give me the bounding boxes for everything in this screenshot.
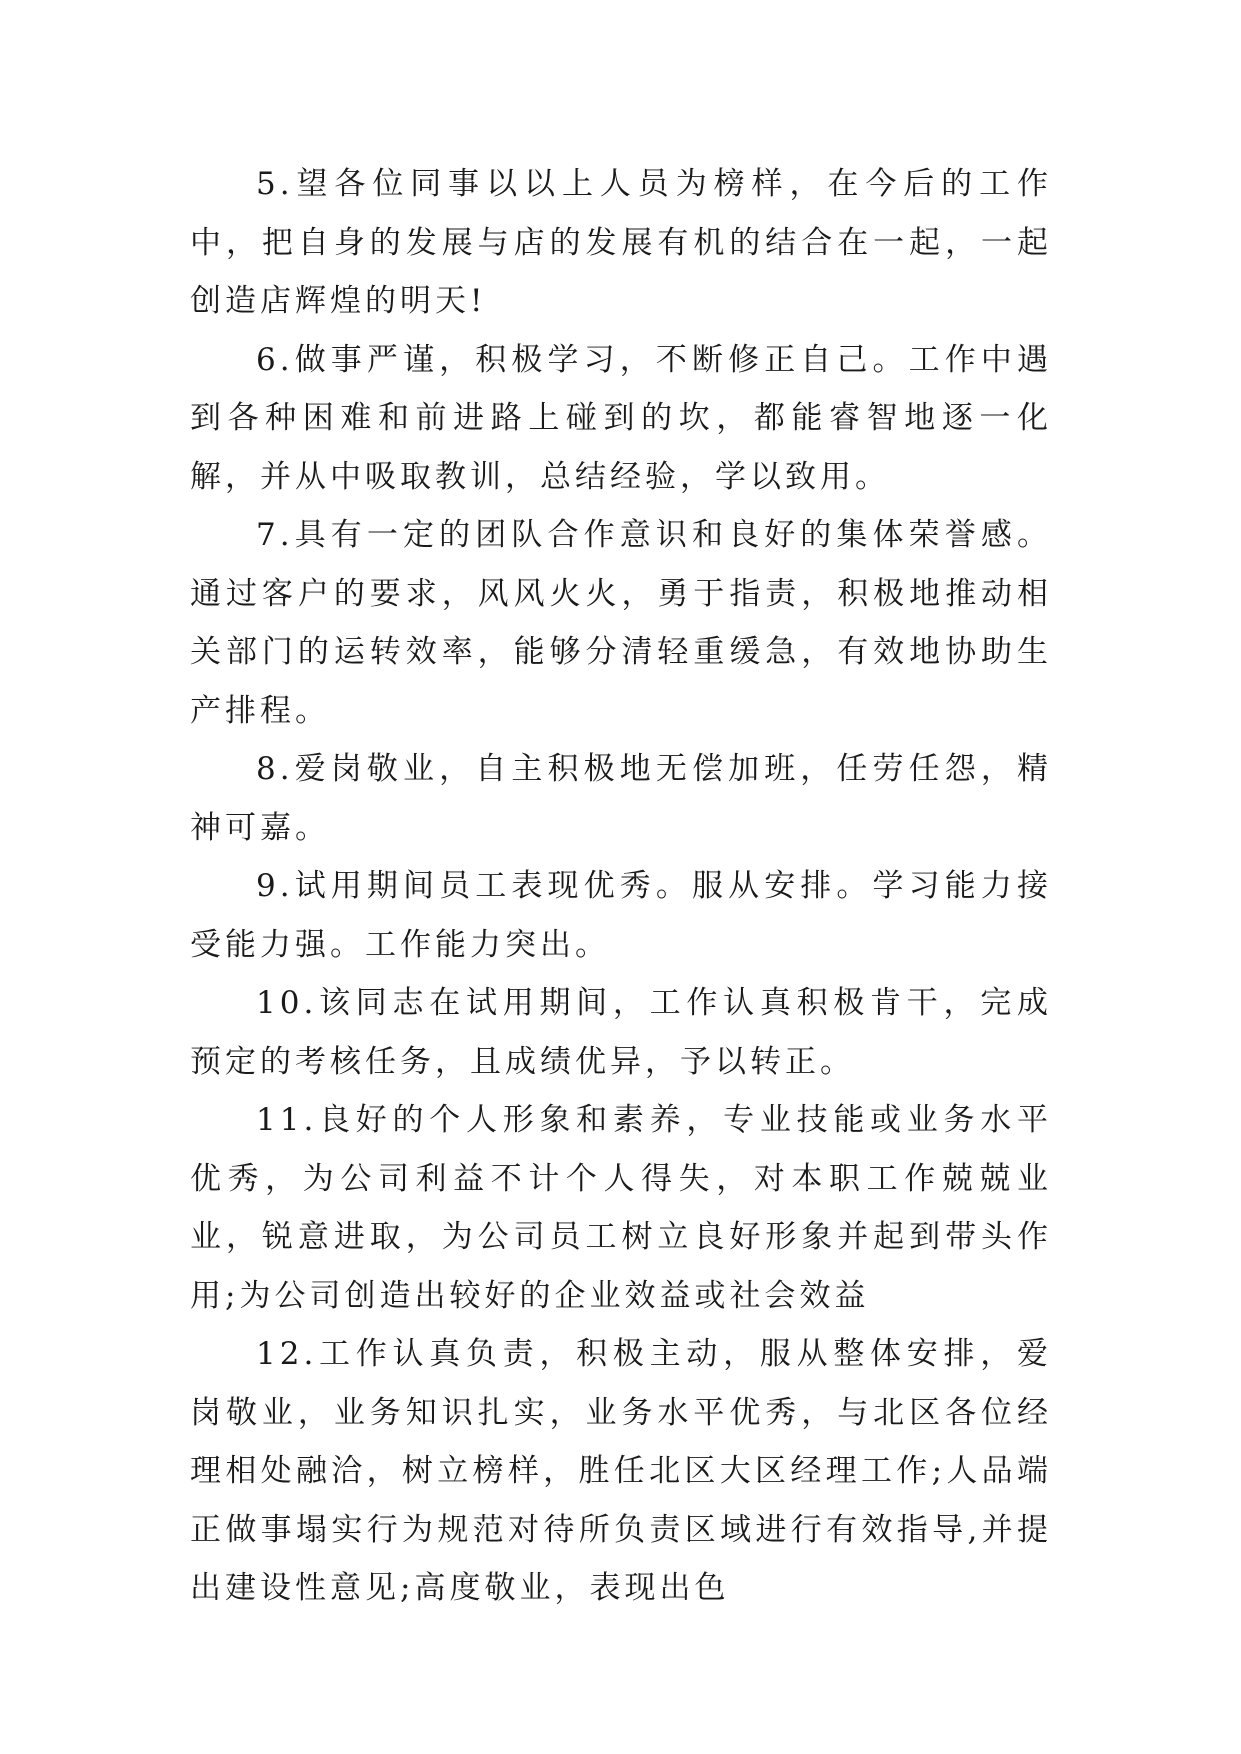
paragraph-item-6: 6.做事严谨，积极学习，不断修正自己。工作中遇到各种困难和前进路上碰到的坎，都能睿智地逐一化解，并从中吸取教训，总结经验，学以致用。	[190, 341, 1052, 495]
paragraph-item-7: 7.具有一定的团队合作意识和良好的集体荣誉感。通过客户的要求，风风火火，勇于指责，积极地推动相关部门的运转效率，能够分清轻重缓急，有效地协助生产排程。	[190, 517, 1052, 729]
paragraph-item-11: 11.良好的个人形象和素养，专业技能或业务水平优秀，为公司利益不计个人得失，对本职工作兢兢业业，锐意进取，为公司员工树立良好形象并起到带头作用;为公司创造出较好的企业效益或社会效益	[190, 1102, 1052, 1314]
paragraph-item-8: 8.爱岗敬业，自主积极地无偿加班，任劳任怨，精神可嘉。	[190, 751, 1052, 846]
paragraph-item-5: 5.望各位同事以以上人员为榜样，在今后的工作中，把自身的发展与店的发展有机的结合在一起，一起创造店辉煌的明天!	[190, 166, 1052, 319]
document-body	[190, 155, 1052, 1618]
paragraph-item-9: 9.试用期间员工表现优秀。服从安排。学习能力接受能力强。工作能力突出。	[190, 868, 1052, 963]
paragraph-item-10: 10.该同志在试用期间，工作认真积极肯干，完成预定的考核任务，且成绩优异，予以转正。	[190, 985, 1052, 1080]
paragraph-item-12: 12.工作认真负责，积极主动，服从整体安排，爱岗敬业，业务知识扎实，业务水平优秀，与北区各位经理相处融洽，树立榜样，胜任北区大区经理工作;人品端正做事塌实行为规范对待所负责区域进行有效指导,并提出建设性意见;高度敬业，表现出色	[190, 1336, 1052, 1606]
